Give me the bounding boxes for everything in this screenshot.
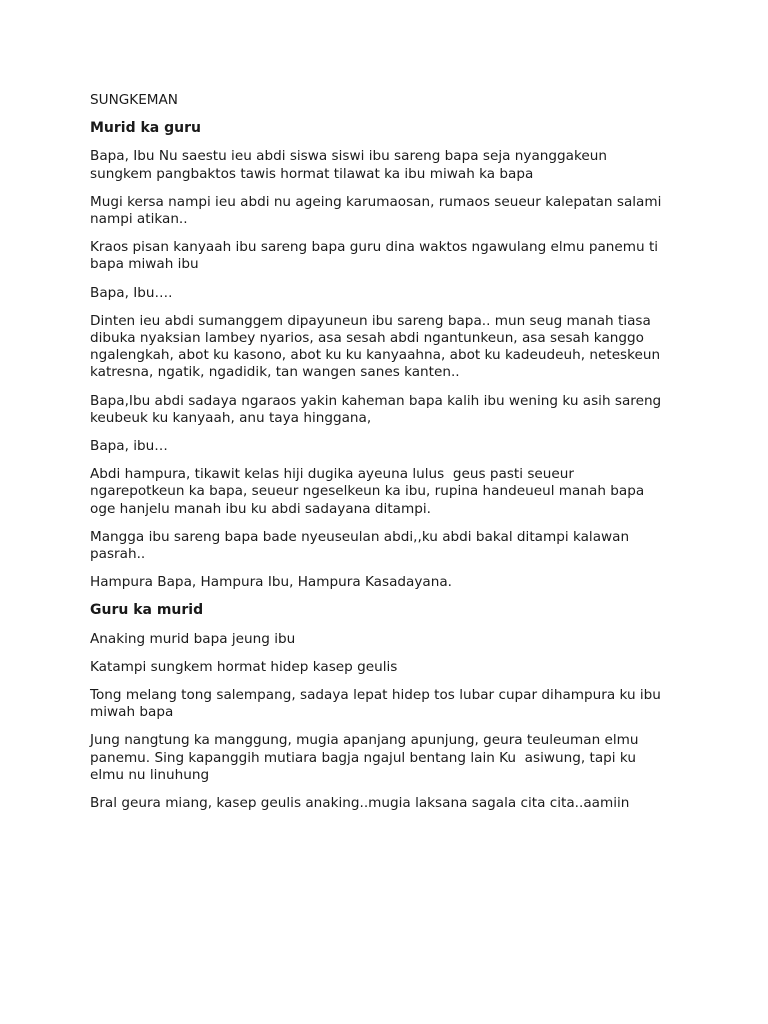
section-heading: Guru ka murid bbox=[90, 602, 204, 619]
paragraph: Jung nangtung ka manggung, mugia apanjang apunjung, geura teuleuman elmu panemu. Sing kapanggih mutiara bagja ngajul bentang lain Ku asiwung, tapi ku elmu nu linuhung bbox=[90, 732, 639, 783]
paragraph: Tong melang tong salempang, sadaya lepat hidep tos lubar cupar dihampura ku ibu miwah bapa bbox=[90, 687, 661, 721]
document-title: SUNGKEMAN bbox=[90, 92, 178, 108]
paragraph: Anaking murid bapa jeung ibu bbox=[90, 630, 296, 647]
paragraph: Kraos pisan kanyaah ibu sareng bapa guru dina waktos ngawulang elmu panemu ti bapa miwah ibu bbox=[90, 239, 659, 273]
section-guru-ka-murid bbox=[90, 602, 682, 812]
paragraph: Bapa, ibu… bbox=[90, 438, 168, 455]
paragraph: Bral geura miang, kasep geulis anaking..mugia laksana sagala cita cita..aamiin bbox=[90, 795, 630, 812]
paragraph: Bapa,Ibu abdi sadaya ngaraos yakin kaheman bapa kalih ibu wening ku asih sareng keubeuk ku kanyaah, anu taya hinggana, bbox=[90, 392, 662, 426]
section-heading: Murid ka guru bbox=[90, 120, 201, 137]
paragraph: Dinten ieu abdi sumanggem dipayuneun ibu sareng bapa.. mun seug manah tiasa dibuka nyaksian lambey nyarios, asa sesah abdi ngantunkeun, asa sesah kanggo ngalengkah, abot ku kasono, abot ku ku kanyaahna, abot ku kadeudeuh, neteskeun katresna, ngatik, ngadidik, tan wangen sanes kanten.. bbox=[90, 312, 661, 381]
paragraph: Katampi sungkem hormat hidep kasep geulis bbox=[90, 658, 398, 675]
section-murid-ka-guru bbox=[90, 120, 682, 591]
paragraph: Mangga ibu sareng bapa bade nyeuseulan abdi,,ku abdi bakal ditampi kalawan pasrah.. bbox=[90, 528, 630, 563]
paragraph: Mugi kersa nampi ieu abdi nu ageing karumaosan, rumaos seueur kalepatan salami nampi atikan.. bbox=[90, 193, 662, 228]
paragraph: Bapa, Ibu…. bbox=[90, 284, 173, 301]
paragraph: Bapa, Ibu Nu saestu ieu abdi siswa siswi ibu sareng bapa seja nyanggakeun sungkem pangbaktos tawis hormat tilawat ka ibu miwah ka bapa bbox=[90, 148, 607, 182]
paragraph: Abdi hampura, tikawit kelas hiji dugika ayeuna lulus geus pasti seueur ngarepotkeun ka bapa, seueur ngeselkeun ka ibu, rupina handeueul manah bapa oge hanjelu manah ibu ku abdi sadayana ditampi. bbox=[90, 466, 645, 517]
paragraph: Hampura Bapa, Hampura Ibu, Hampura Kasadayana. bbox=[90, 574, 453, 591]
document-page bbox=[90, 92, 682, 823]
